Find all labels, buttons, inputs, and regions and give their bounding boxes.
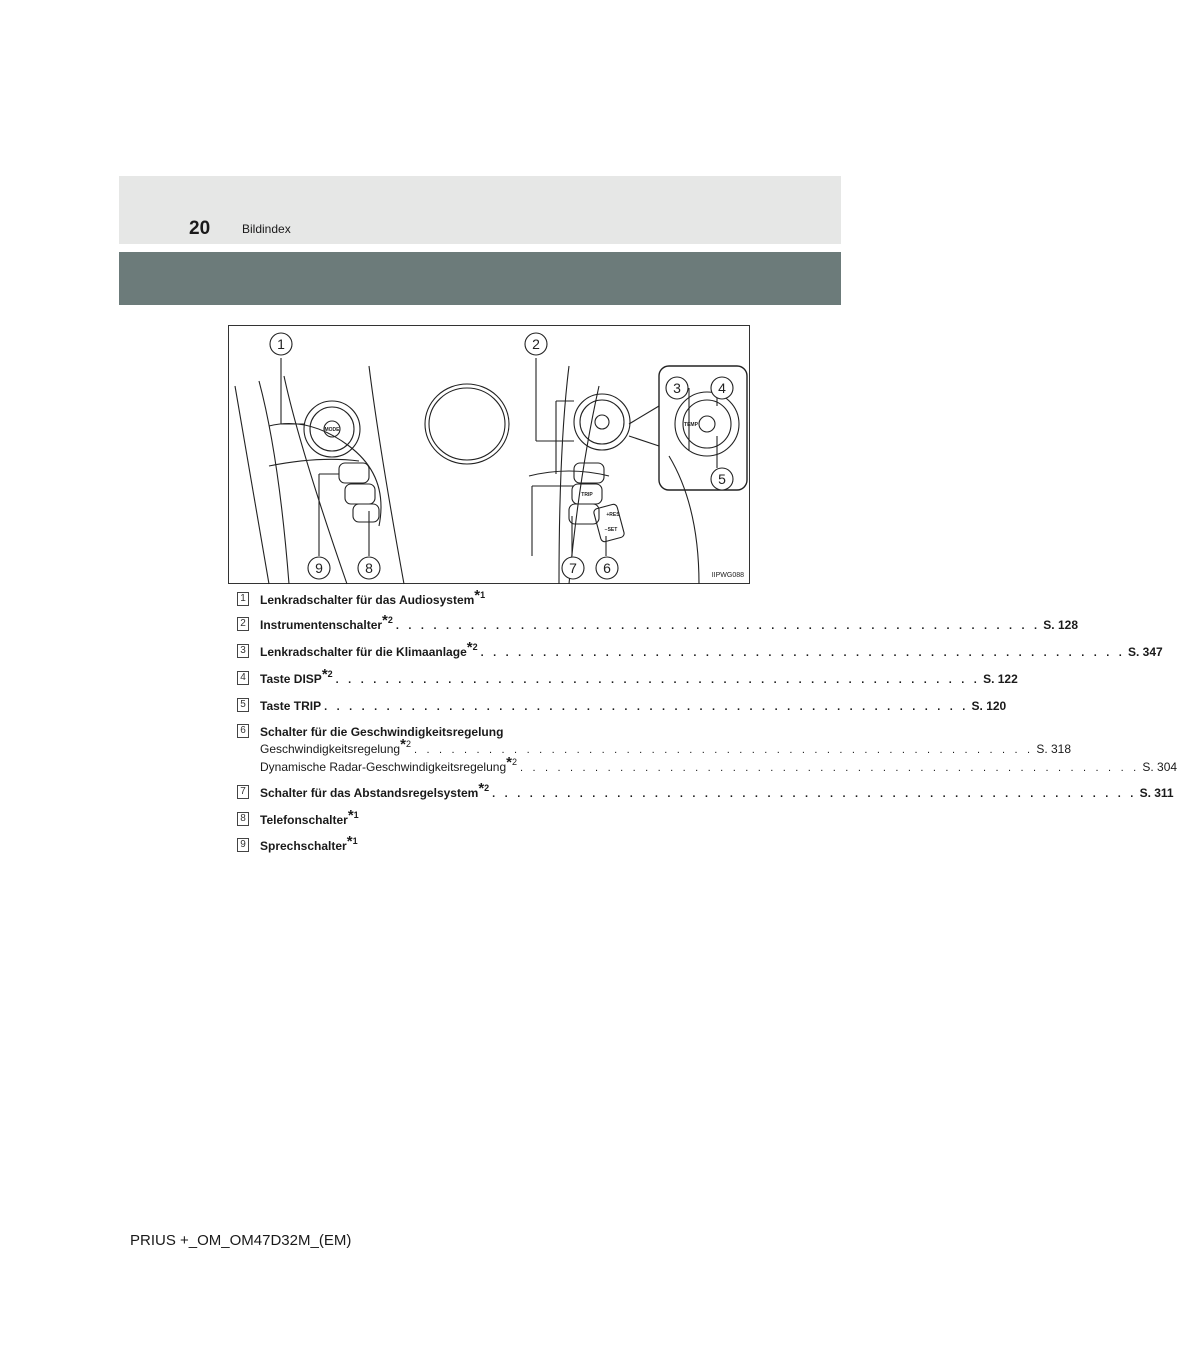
legend-number: 4: [237, 671, 249, 685]
callout-1-label: 1: [277, 336, 285, 352]
header-band: [119, 176, 841, 244]
page-reference[interactable]: S. 122: [983, 672, 1018, 686]
legend-list: [237, 587, 1177, 855]
leader-dots: . . . . . . . . . . . . . . . . . . . . . . . . . . . . . . . . . . . . . . . . . . . . . . . . . . . .: [395, 620, 1041, 632]
page-number: 20: [189, 218, 211, 239]
cruise-lever: [593, 503, 625, 542]
legend-item-5: [237, 698, 1007, 716]
legend-item-6: [237, 724, 1177, 777]
trip-button-label: TRIP: [581, 492, 593, 498]
legend-number: 9: [237, 838, 249, 852]
legend-label: Schalter für das Abstandsregelsystem*$^2$: [260, 780, 490, 800]
legend-item-7: [237, 780, 1174, 803]
page-reference[interactable]: S. 318: [1036, 742, 1072, 756]
leader-dots: . . . . . . . . . . . . . . . . . . . . . . . . . . . . . . . . . . . . . . . . . . . . . . . . . . . .: [492, 788, 1137, 800]
legend-label: Sprechschalter*$^1$: [260, 833, 358, 853]
sub-label: Dynamische Radar-Geschwindigkeitsregelung*$^2$: [260, 754, 517, 774]
callout-2-label: 2: [532, 336, 540, 352]
legend-number: 6: [237, 724, 249, 738]
res-label: +RES: [606, 512, 620, 518]
legend-item-4: [237, 666, 1018, 689]
callout-3-label: 3: [673, 380, 681, 396]
figure-id: IIPWG088: [711, 572, 744, 579]
section-title: Bildindex: [242, 222, 291, 236]
legend-label: Schalter für die Geschwindigkeitsregelung: [260, 725, 504, 739]
sub-label: Geschwindigkeitsregelung*$^2$: [260, 736, 411, 756]
instrument-switch: [574, 394, 630, 450]
callout-5-label: 5: [718, 471, 726, 487]
callout-9-label: 9: [315, 560, 323, 576]
page-reference[interactable]: S. 128: [1043, 618, 1078, 632]
page-reference[interactable]: S. 347: [1128, 645, 1163, 659]
legend-item-8: [237, 807, 723, 829]
mode-button-label: MODE: [324, 427, 340, 433]
title-bar: [119, 252, 841, 305]
document-code: PRIUS +_OM_OM47D32M_(EM): [130, 1232, 352, 1249]
temp-button-label: TEMP: [684, 422, 698, 428]
legend-number: 5: [237, 698, 249, 712]
callout-8-label: 8: [365, 560, 373, 576]
leader-dots: . . . . . . . . . . . . . . . . . . . . . . . . . . . . . . . . . . . . . . . . . . . . . . . . . . . .: [335, 674, 981, 686]
leader-dots: . . . . . . . . . . . . . . . . . . . . . . . . . . . . . . . . . . . . . . . . . . . . . . . . . . . .: [324, 701, 969, 713]
leader-dots: . . . . . . . . . . . . . . . . . . . . . . . . . . . . . . . . . . . . . . . . . . . . . . . . . .: [413, 744, 1034, 756]
legend-label: Lenkradschalter für das Audiosystem*$^1$: [260, 587, 486, 607]
legend-item-3: [237, 639, 1163, 662]
callout-6-label: 6: [603, 560, 611, 576]
legend-number: 8: [237, 812, 249, 826]
legend-number: 7: [237, 785, 249, 799]
legend-number: 2: [237, 617, 249, 631]
page-reference[interactable]: S. 304: [1142, 760, 1177, 774]
set-label: −SET: [604, 527, 618, 533]
legend-label: Instrumentenschalter*$^2$: [260, 612, 393, 632]
legend-label: Telefonschalter*$^1$: [260, 807, 359, 827]
page-reference[interactable]: S. 311: [1139, 786, 1174, 800]
legend-label: Taste DISP*$^2$: [260, 666, 333, 686]
steering-wheel-figure: [228, 325, 750, 584]
legend-item-2: [237, 612, 1078, 635]
callout-7-label: 7: [569, 560, 577, 576]
steering-wheel-illustration: [229, 326, 751, 585]
legend-number: 1: [237, 592, 249, 606]
legend-label: Taste TRIP: [260, 699, 322, 713]
leader-dots: . . . . . . . . . . . . . . . . . . . . . . . . . . . . . . . . . . . . . . . . . . . . . . . . . .: [519, 762, 1140, 774]
leader-dots: . . . . . . . . . . . . . . . . . . . . . . . . . . . . . . . . . . . . . . . . . . . . . . . . . . . .: [480, 647, 1125, 659]
center-display: [425, 384, 509, 464]
legend-item-1: [237, 587, 723, 609]
legend-label: Lenkradschalter für die Klimaanlage*$^2$: [260, 639, 478, 659]
phone-switch-shape: [339, 463, 369, 483]
page-reference[interactable]: S. 120: [971, 699, 1007, 713]
wheel-rim-left-outer: [235, 386, 269, 584]
callout-4-label: 4: [718, 380, 726, 396]
legend-item-9: [237, 833, 723, 855]
legend-number: 3: [237, 644, 249, 658]
